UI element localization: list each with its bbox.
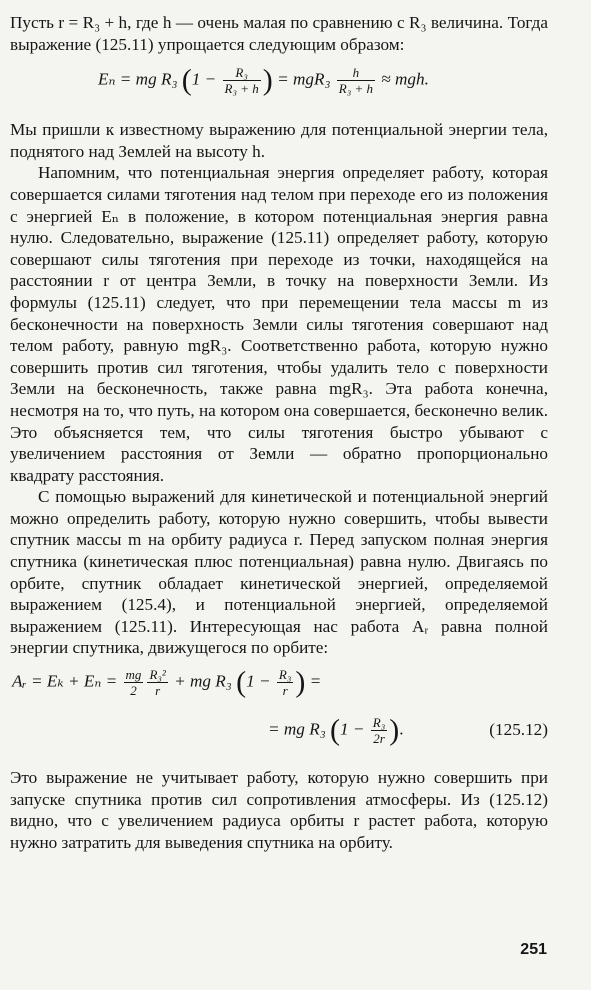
- equation-number: (125.12): [489, 720, 548, 740]
- fraction-mg-over-2: $\frac{mg}{2}$: [125, 667, 142, 699]
- page-number: 251: [520, 941, 547, 958]
- paragraph-3: Напомним, что потенциальная энергия определяет работу, которая совершается силами тяготения над телом при переходе его из положения с энергией Eₙ в положение, в котором потенциальная энергия равна нулю. Следовательно, выражение (125.11) определяет работу, которую совершают силы тяготения при переходе из точки, находящейся на расстоянии r от центра Земли, в точку на поверхности Земли. Из формулы (125.11) следует, что при перемещении тела массы m из бесконечности на поверхность Земли силы тяготения совершают над телом работу, равную mgR₃. Соответственно работа, которую нужно совершить против сил тяготения, чтобы удалить тело с поверхности Земли на бесконечность, также равна mgR₃. Эта работа конечна, несмотря на то, что путь, на котором она совершается, бесконечно велик. Это объясняется тем, что силы тяготения быстро убывают с увеличением расстояния от Земли — обратно пропорционально квадрату расстояния.: [10, 163, 548, 485]
- formula-1-mid: = mgR₃: [277, 69, 331, 89]
- formula-2-plus: + mg R₃: [174, 671, 232, 691]
- fraction-r3-over-r: $\frac{\text{R₃}}{r}$: [278, 667, 292, 699]
- fraction-h-over-r3-plus-h: $\frac{h}{\text{R₃ + h}}$: [338, 65, 373, 97]
- paragraph-1: Пусть r = R₃ + h, где h — очень малая по сравнению с R₃ величина. Тогда выражение (125.11) упрощается следующим образом:: [10, 13, 548, 54]
- page-body: [10, 12, 548, 853]
- fraction-r3sq-over-r: $\frac{\text{R₃²}}{r}$: [149, 667, 166, 699]
- formula-2-tail: =: [309, 671, 322, 691]
- formula-2-line-1: [12, 667, 321, 698]
- paren-close: ): [262, 63, 273, 97]
- formula-potential-energy-approx: [10, 61, 548, 113]
- paragraph-5: Это выражение не учитывает работу, которую нужно совершить при запуске спутника против сил сопротивления атмосферы. Из (125.12) видно, что с увеличением радиуса орбиты r растет работа, которую нужно затратить для выведения спутника на орбиту.: [10, 768, 548, 852]
- paren-open: (: [181, 63, 192, 97]
- paragraph-4: С помощью выражений для кинетической и потенциальной энергий можно определить работу, которую нужно совершить, чтобы вывести спутник массы m на орбиту радиуса r. Перед запуском полная энергия спутника (кинетическая плюс потенциальная) равна нулю. Двигаясь по орбите, спутник обладает кинетической энергией, определяемой выражением (125.4), и потенциальной энергией, определяемой выражением (125.11). Интересующая нас работа Aᵣ равна полной энергии спутника, движущегося по орбите:: [10, 487, 548, 658]
- paren-close: ): [295, 665, 306, 699]
- paren-close: ): [389, 713, 400, 747]
- formula-2-end: .: [399, 719, 404, 739]
- paren-open: (: [329, 713, 340, 747]
- formula-1-factor: 1 −: [191, 69, 217, 89]
- formula-2-inner-2: 1 −: [339, 719, 365, 739]
- formula-2-inner-1: 1 −: [246, 671, 271, 691]
- formula-orbit-work: [10, 665, 548, 763]
- formula-2-line-2: [268, 715, 404, 746]
- fraction-r3-over-r3-plus-h: $\frac{\text{R₃}}{\text{R₃ + h}}$: [224, 65, 259, 97]
- paren-open: (: [236, 665, 247, 699]
- formula-2-line-2-lead: = mg R₃: [268, 719, 326, 739]
- formula-1-line: [98, 65, 429, 96]
- formula-1-rhs: ≈ mgh.: [381, 69, 429, 89]
- formula-1-lhs: Eₙ = mg R₃: [98, 69, 178, 89]
- paragraph-2: Мы пришли к известному выражению для потенциальной энергии тела, поднятого над Землей на высоту h.: [10, 120, 548, 161]
- fraction-r3-over-2r: $\frac{\text{R₃}}{2r}$: [372, 715, 386, 747]
- formula-2-lhs: Aᵣ = Eₖ + Eₙ =: [12, 671, 118, 691]
